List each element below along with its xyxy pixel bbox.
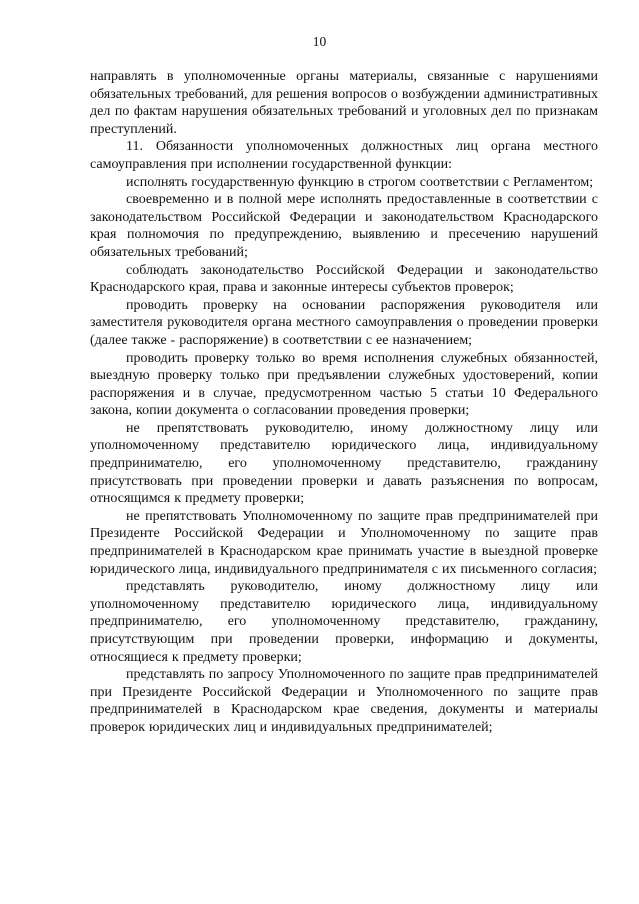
paragraph-5: соблюдать законодательство Российской Федерации и законодательство Краснодарского края, права и законные интересы субъектов проверок; (90, 262, 598, 296)
paragraph-1: направлять в уполномоченные органы материалы, связанные с нарушениями обязательных требований, для решения вопросов о возбуждении административных дел по фактам нарушения обязательных требований и уголовных дел по признакам преступлений. (90, 69, 598, 137)
paragraph-7: проводить проверку только во время исполнения служебных обязанностей, выездную проверку только при предъявлении служебных удостоверений, копии распоряжения и в случае, предусмотренном частью 5 статьи 10 Федерального закона, копии документа о согласовании проведения проверки; (90, 350, 598, 419)
paragraph-10: представлять руководителю, иному должностному лицу или уполномоченному представителю юридического лица, индивидуальному предпринимателю, его уполномоченному представителю, гражданину, присутствующим при проведении проверки, информацию и документы, относящиеся к предмету проверки; (90, 579, 598, 665)
paragraph-6: проводить проверку на основании распоряжения руководителя или заместителя руководителя органа местного самоуправления о проведении проверки (далее также - распоряжение) в соответствии с ее назначением; (90, 297, 598, 348)
page-number: 10 (312, 34, 327, 49)
paragraph-2: 11. Обязанности уполномоченных должностных лиц органа местного самоуправления при исполнении государственной функции: (90, 139, 598, 172)
paragraph-8: не препятствовать руководителю, иному должностному лицу или уполномоченному представителю юридического лица, индивидуальному предпринимателю, его уполномоченному представителю, гражданину присутствовать при проведении проверки и давать разъяснения по вопросам, относящимся к предмету проверки; (90, 420, 598, 507)
paragraph-9: не препятствовать Уполномоченному по защите прав предпринимателей при Президенте Российской Федерации и Уполномоченному по защите прав предпринимателей в Краснодарском крае принимать участие в выездной проверке юридического лица, индивидуального предпринимателя с их письменного согласия; (90, 508, 598, 577)
paragraph-3: исполнять государственную функцию в строгом соответствии с Регламентом; (126, 174, 594, 190)
paragraph-4: своевременно и в полной мере исполнять предоставленные в соответствии с законодательством Российской Федерации и законодательством Краснодарского края полномочия по предупреждению, выявлению и пресечению нарушений обязательных требований; (90, 192, 598, 260)
document-body (90, 68, 598, 737)
paragraph-11: представлять по запросу Уполномоченного по защите прав предпринимателей при Президенте Российской Федерации и Уполномоченного по защите прав предпринимателей в Краснодарском крае сведения, документы и материалы проверок юридических лиц и индивидуальных предпринимателей; (90, 667, 598, 735)
